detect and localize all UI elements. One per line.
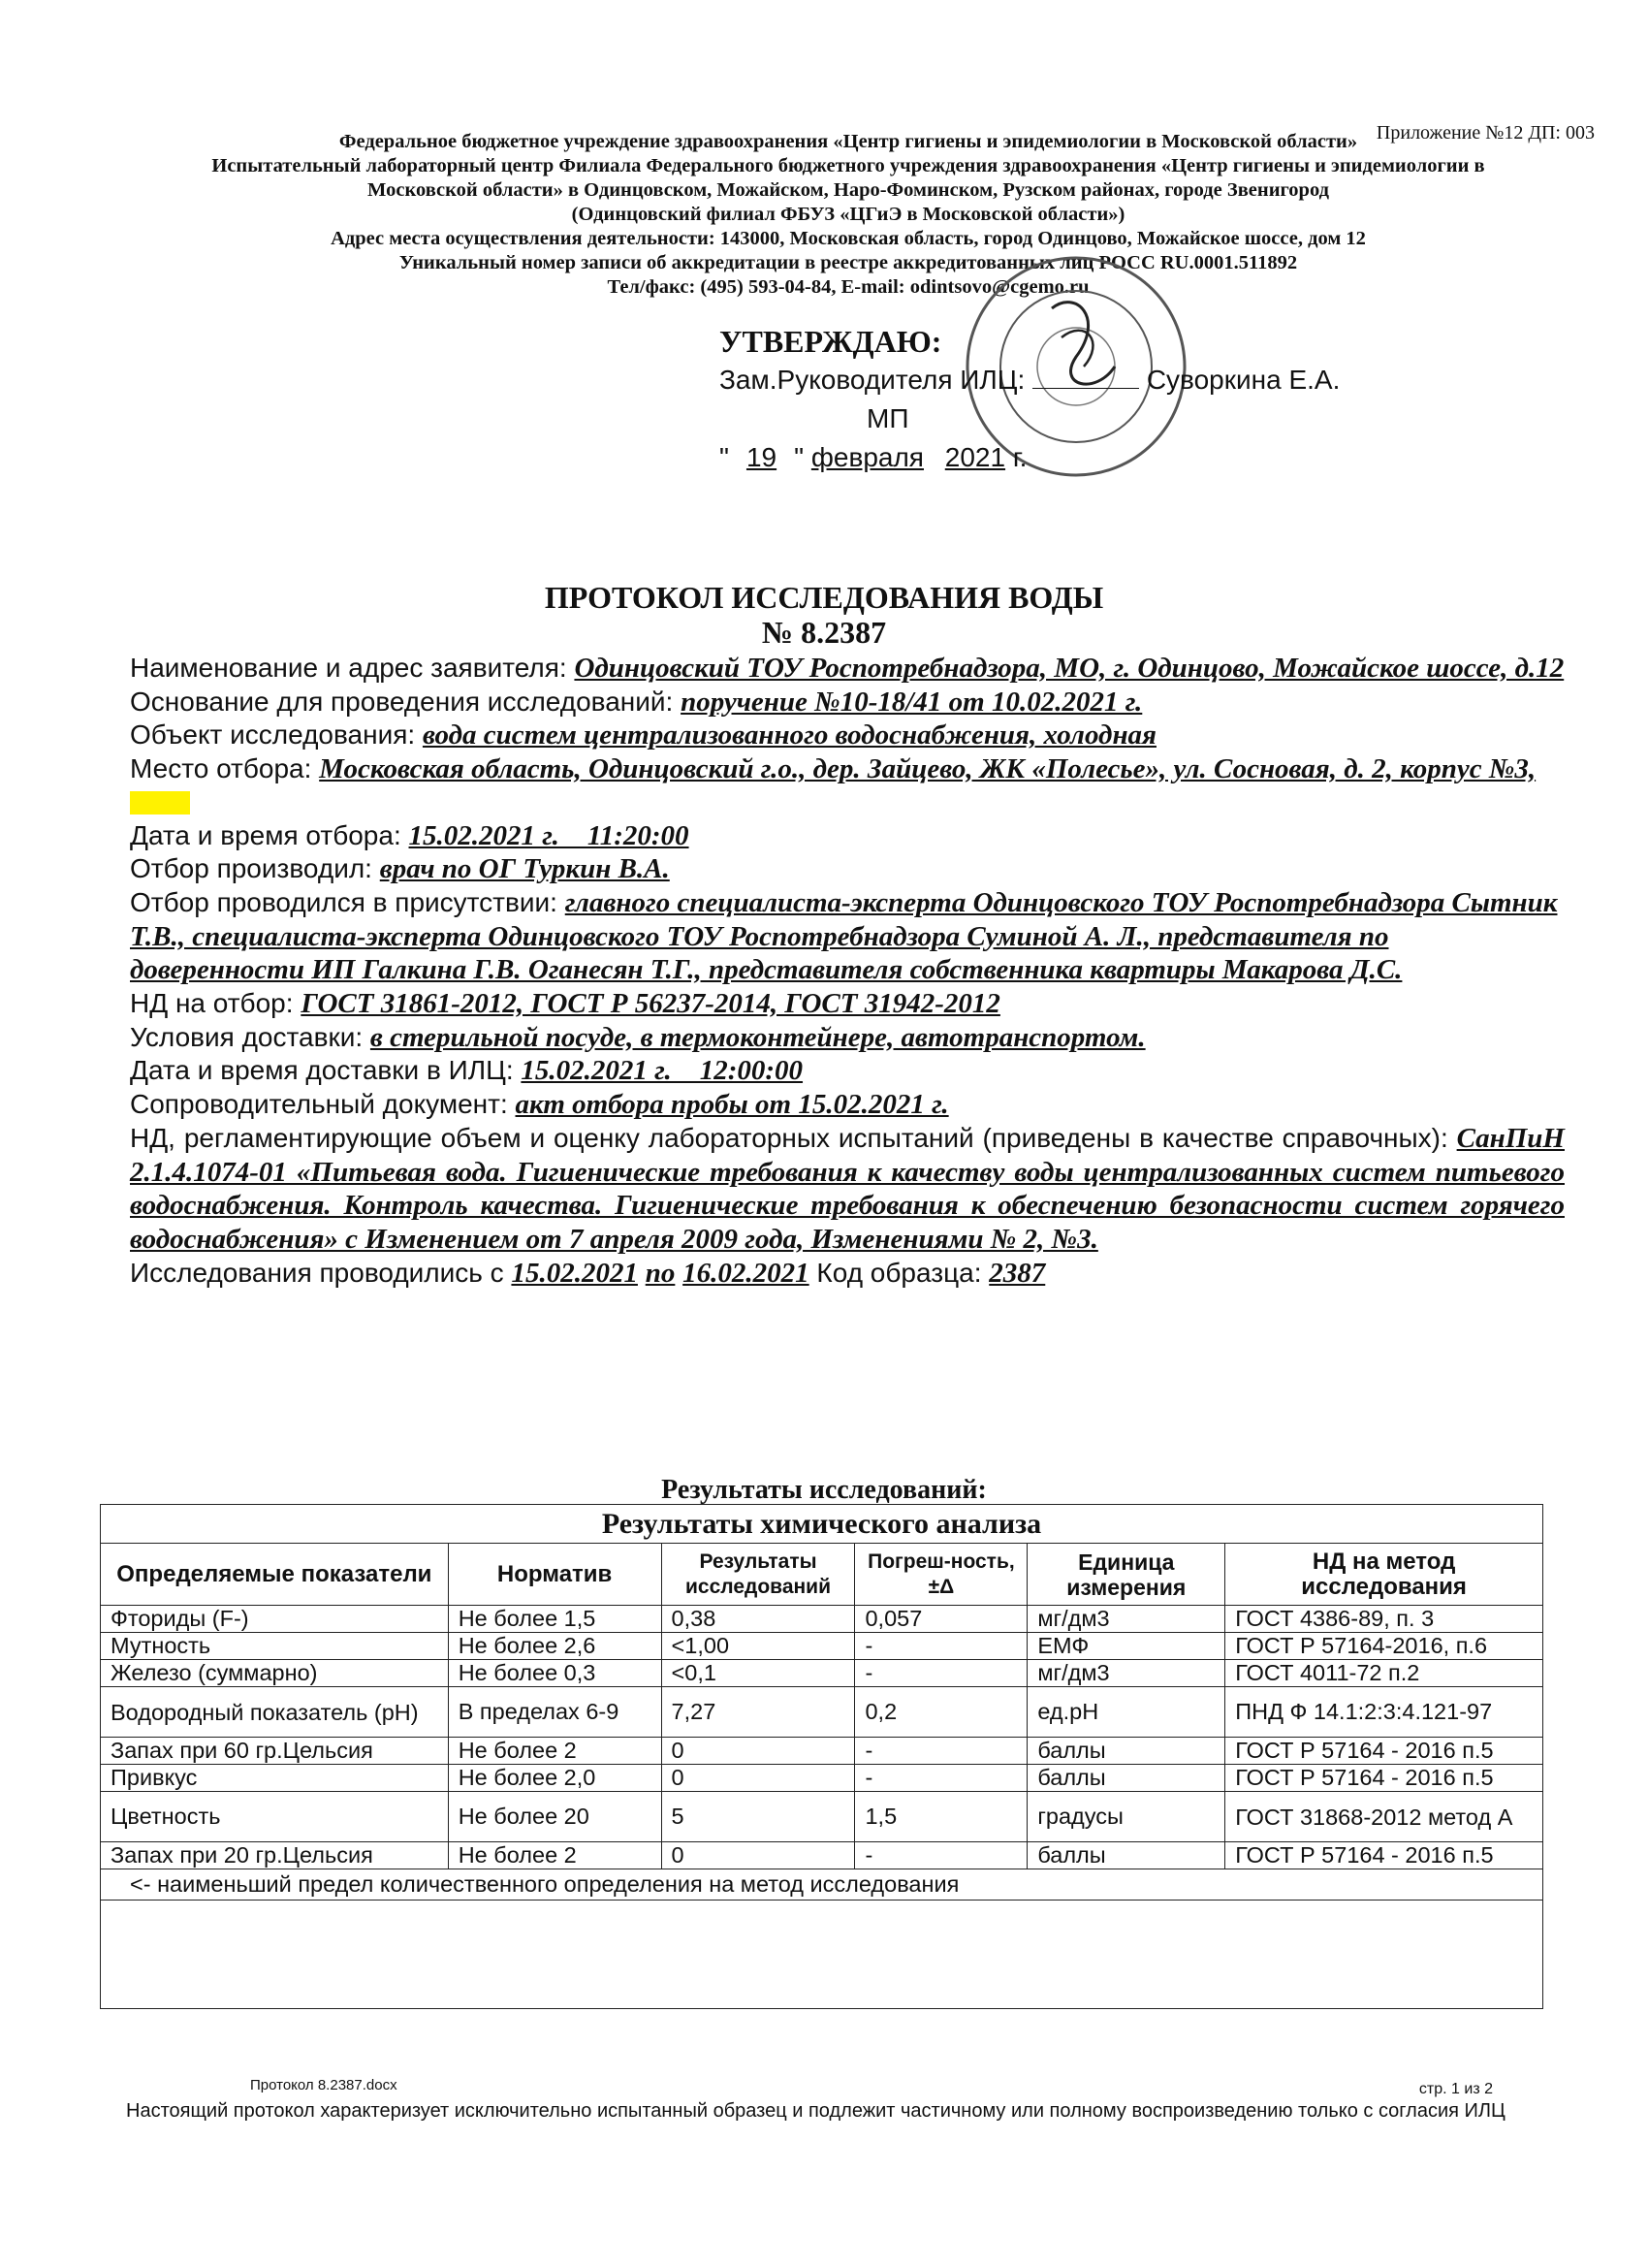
cell-norm: Не более 1,5 xyxy=(448,1606,661,1633)
cell-error: - xyxy=(855,1765,1028,1792)
protocol-number: № 8.2387 xyxy=(761,615,887,650)
date-quote-close: " xyxy=(794,442,805,472)
column-header: НД на метод исследования xyxy=(1225,1544,1543,1606)
cell-error: 0,057 xyxy=(855,1606,1028,1633)
cell-indicator: Мутность xyxy=(101,1633,449,1660)
period-mid: по xyxy=(645,1257,676,1289)
field-place xyxy=(130,752,1565,818)
header-line: Уникальный номер записи об аккредитации в реестре аккредитованных лиц РОСС RU.0001.511892 xyxy=(398,252,1298,273)
table-row xyxy=(101,1792,1543,1842)
field-value: 15.02.2021 г. 11:20:00 xyxy=(408,819,689,851)
column-header: Единица измерения xyxy=(1028,1544,1225,1606)
cell-error: 0,2 xyxy=(855,1687,1028,1738)
field-nd-sampling xyxy=(130,987,1565,1021)
cell-result: 7,27 xyxy=(661,1687,855,1738)
protocol-fields xyxy=(130,652,1565,1290)
seal-label: МП xyxy=(867,403,909,433)
cell-norm: Не более 20 xyxy=(448,1792,661,1842)
field-label: Объект исследования: xyxy=(130,719,416,751)
cell-method: ГОСТ 31868-2012 метод А xyxy=(1225,1792,1543,1842)
cell-error: - xyxy=(855,1633,1028,1660)
column-header: Погреш-ность, ±Δ xyxy=(855,1544,1028,1606)
table-row xyxy=(101,1842,1543,1869)
period-from: 15.02.2021 xyxy=(511,1257,638,1289)
date-year-suffix: г. xyxy=(1012,442,1028,472)
approval-position: Зам.Руководителя ИЛЦ: xyxy=(719,365,1026,395)
cell-norm: Не более 2 xyxy=(448,1842,661,1869)
cell-error: - xyxy=(855,1660,1028,1687)
footer-disclaimer: Настоящий протокол характеризует исключительно испытанный образец и подлежит частичному или полному воспроизведению только с согласия ИЛЦ xyxy=(126,2100,1505,2122)
cell-indicator: Водородный показатель (pH) xyxy=(101,1687,449,1738)
field-basis xyxy=(130,686,1565,719)
redaction-highlight xyxy=(130,791,190,815)
code-label: Код образца: xyxy=(816,1257,982,1288)
cell-method: ГОСТ Р 57164 - 2016 п.5 xyxy=(1225,1842,1543,1869)
field-label: Сопроводительный документ: xyxy=(130,1089,508,1120)
date-day: 19 xyxy=(745,442,777,472)
cell-result: <1,00 xyxy=(661,1633,855,1660)
cell-norm: Не более 2,6 xyxy=(448,1633,661,1660)
field-label: Отбор производил: xyxy=(130,853,372,884)
field-label: Наименование и адрес заявителя: xyxy=(130,653,567,683)
code-value: 2387 xyxy=(989,1257,1046,1289)
table-row xyxy=(101,1606,1543,1633)
cell-unit: ед.pH xyxy=(1028,1687,1225,1738)
field-label: Основание для проведения исследований: xyxy=(130,686,674,717)
cell-indicator: Запах при 20 гр.Цельсия xyxy=(101,1842,449,1869)
column-header: Определяемые показатели xyxy=(101,1544,449,1606)
cell-result: 0 xyxy=(661,1842,855,1869)
cell-result: 5 xyxy=(661,1792,855,1842)
cell-error: - xyxy=(855,1738,1028,1765)
field-value: врач по ОГ Туркин В.А. xyxy=(379,853,670,885)
header-line: Адрес места осуществления деятельности: 143000, Московская область, город Одинцово, Можайское шоссе, дом 12 xyxy=(331,228,1366,249)
date-month: февраля xyxy=(810,442,924,472)
table-caption-row xyxy=(101,1505,1543,1544)
blank-cell xyxy=(101,1901,1543,2009)
protocol-title-block xyxy=(0,580,1648,650)
cell-unit: баллы xyxy=(1028,1842,1225,1869)
field-value: Одинцовский ТОУ Роспотребнадзора, МО, г. Одинцово, Можайское шоссе, д.12 xyxy=(574,653,1565,684)
field-presence xyxy=(130,886,1565,987)
cell-result: 0 xyxy=(661,1765,855,1792)
field-value: Московская область, Одинцовский г.о., дер. Зайцево, ЖК «Полесье», ул. Сосновая, д. 2, корпус №3, xyxy=(319,753,1537,785)
cell-result: 0,38 xyxy=(661,1606,855,1633)
field-value: вода систем централизованного водоснабжения, холодная xyxy=(422,719,1157,751)
header-line: Московской области» в Одинцовском, Можайском, Наро-Фоминском, Рузском районах, городе Звенигород xyxy=(367,179,1329,201)
cell-unit: мг/дм3 xyxy=(1028,1606,1225,1633)
field-label: Исследования проводились с xyxy=(130,1257,504,1288)
appendix-label: Приложение №12 ДП: 003 xyxy=(1376,122,1595,144)
cell-result: 0 xyxy=(661,1738,855,1765)
cell-method: ГОСТ Р 57164 - 2016 п.5 xyxy=(1225,1765,1543,1792)
date-quote-open: " xyxy=(719,442,729,472)
cell-method: ГОСТ 4011-72 п.2 xyxy=(1225,1660,1543,1687)
field-label: НД, регламентирующие объем и оценку лабораторных испытаний (приведены в качестве справочных): xyxy=(130,1122,1448,1153)
field-accompanying xyxy=(130,1088,1565,1122)
table-note-row xyxy=(101,1869,1543,1901)
header-line: Тел/факс: (495) 593-04-84, E-mail: odintsovo@cgemo.ru xyxy=(607,276,1090,298)
cell-result: <0,1 xyxy=(661,1660,855,1687)
cell-unit: мг/дм3 xyxy=(1028,1660,1225,1687)
field-period xyxy=(130,1257,1565,1291)
field-label: Место отбора: xyxy=(130,753,312,784)
approval-name: Суворкина Е.А. xyxy=(1146,365,1341,395)
footer-file-name: Протокол 8.2387.docx xyxy=(250,2077,397,2093)
cell-unit: ЕМФ xyxy=(1028,1633,1225,1660)
period-to: 16.02.2021 xyxy=(682,1257,809,1289)
cell-method: ПНД Ф 14.1:2:3:4.121-97 xyxy=(1225,1687,1543,1738)
field-sampler xyxy=(130,852,1565,886)
results-table xyxy=(100,1504,1543,2009)
field-delivery-datetime xyxy=(130,1054,1565,1088)
table-blank-row xyxy=(101,1901,1543,2009)
field-label: Дата и время доставки в ИЛЦ: xyxy=(130,1055,514,1086)
table-caption: Результаты химического анализа xyxy=(101,1505,1543,1544)
field-label: Отбор проводился в присутствии: xyxy=(130,886,557,917)
table-note: <- наименьший предел количественного определения на метод исследования xyxy=(101,1869,1543,1901)
field-label: Дата и время отбора: xyxy=(130,819,401,850)
cell-indicator: Железо (суммарно) xyxy=(101,1660,449,1687)
field-value: в стерильной посуде, в термоконтейнере, автотранспортом. xyxy=(369,1021,1146,1053)
results-section-title: Результаты исследований: xyxy=(661,1475,987,1505)
field-label: Условия доставки: xyxy=(130,1021,364,1052)
table-row xyxy=(101,1660,1543,1687)
field-value: главного специалиста-эксперта Одинцовского ТОУ Роспотребнадзора Сытник Т.В., специалиста-эксперта Одинцовского ТОУ Роспотребнадзора Суминой А. Л., представителя по доверенности ИП Галкина Г.В. Оганесян Т.Г., представителя собственника квартиры Макарова Д.С. xyxy=(130,886,1558,986)
cell-method: ГОСТ Р 57164 - 2016 п.5 xyxy=(1225,1738,1543,1765)
field-sample-datetime xyxy=(130,819,1565,853)
cell-indicator: Цветность xyxy=(101,1792,449,1842)
approval-block xyxy=(719,322,1340,477)
field-value: акт отбора пробы от 15.02.2021 г. xyxy=(515,1089,949,1121)
date-year: 2021 xyxy=(944,442,1006,472)
approval-title: УТВЕРЖДАЮ: xyxy=(719,324,942,359)
cell-indicator: Привкус xyxy=(101,1765,449,1792)
header-line: Федеральное бюджетное учреждение здравоохранения «Центр гигиены и эпидемиологии в Московской области» xyxy=(338,131,1358,152)
field-delivery xyxy=(130,1021,1565,1055)
cell-norm: Не более 2,0 xyxy=(448,1765,661,1792)
table-header-row xyxy=(101,1544,1543,1606)
column-header: Норматив xyxy=(448,1544,661,1606)
field-object xyxy=(130,719,1565,752)
field-value: ГОСТ 31861-2012, ГОСТ Р 56237-2014, ГОСТ 31942-2012 xyxy=(301,988,1000,1020)
field-value: 15.02.2021 г. 12:00:00 xyxy=(521,1055,804,1087)
field-value: поручение №10-18/41 от 10.02.2021 г. xyxy=(681,686,1143,718)
cell-unit: баллы xyxy=(1028,1738,1225,1765)
cell-error: - xyxy=(855,1842,1028,1869)
cell-norm: Не более 2 xyxy=(448,1738,661,1765)
header-line: (Одинцовский филиал ФБУЗ «ЦГиЭ в Московской области») xyxy=(571,204,1125,225)
cell-norm: В пределах 6-9 xyxy=(448,1687,661,1738)
column-header: Результаты исследований xyxy=(661,1544,855,1606)
organization-header xyxy=(116,130,1580,300)
table-row xyxy=(101,1738,1543,1765)
cell-unit: градусы xyxy=(1028,1792,1225,1842)
field-value: СанПиН 2.1.4.1074-01 «Питьевая вода. Гигиенические требования к качеству воды централизованных систем питьевого водоснабжения. Контроль качества. Гигиенические требования к обеспечению безопасности систем горячего водоснабжения» с Изменением от 7 апреля 2009 года, Изменениями № 2, №3. xyxy=(130,1122,1565,1255)
cell-error: 1,5 xyxy=(855,1792,1028,1842)
table-row xyxy=(101,1765,1543,1792)
table-row xyxy=(101,1633,1543,1660)
cell-norm: Не более 0,3 xyxy=(448,1660,661,1687)
field-applicant xyxy=(130,652,1565,686)
table-row xyxy=(101,1687,1543,1738)
cell-method: ГОСТ Р 57164-2016, п.6 xyxy=(1225,1633,1543,1660)
field-nd-regulating xyxy=(130,1122,1565,1257)
signature-line xyxy=(1032,388,1139,389)
cell-method: ГОСТ 4386-89, п. 3 xyxy=(1225,1606,1543,1633)
field-label: НД на отбор: xyxy=(130,988,294,1019)
header-line: Испытательный лабораторный центр Филиала Федерального бюджетного учреждения здравоохранения «Центр гигиены и эпидемиологии в xyxy=(211,155,1485,176)
protocol-title: ПРОТОКОЛ ИССЛЕДОВАНИЯ ВОДЫ xyxy=(544,580,1104,615)
footer-page-number: стр. 1 из 2 xyxy=(1418,2081,1493,2097)
approval-signatory xyxy=(719,361,1340,399)
cell-indicator: Фториды (F-) xyxy=(101,1606,449,1633)
cell-indicator: Запах при 60 гр.Цельсия xyxy=(101,1738,449,1765)
cell-unit: баллы xyxy=(1028,1765,1225,1792)
approval-date xyxy=(719,438,1340,477)
